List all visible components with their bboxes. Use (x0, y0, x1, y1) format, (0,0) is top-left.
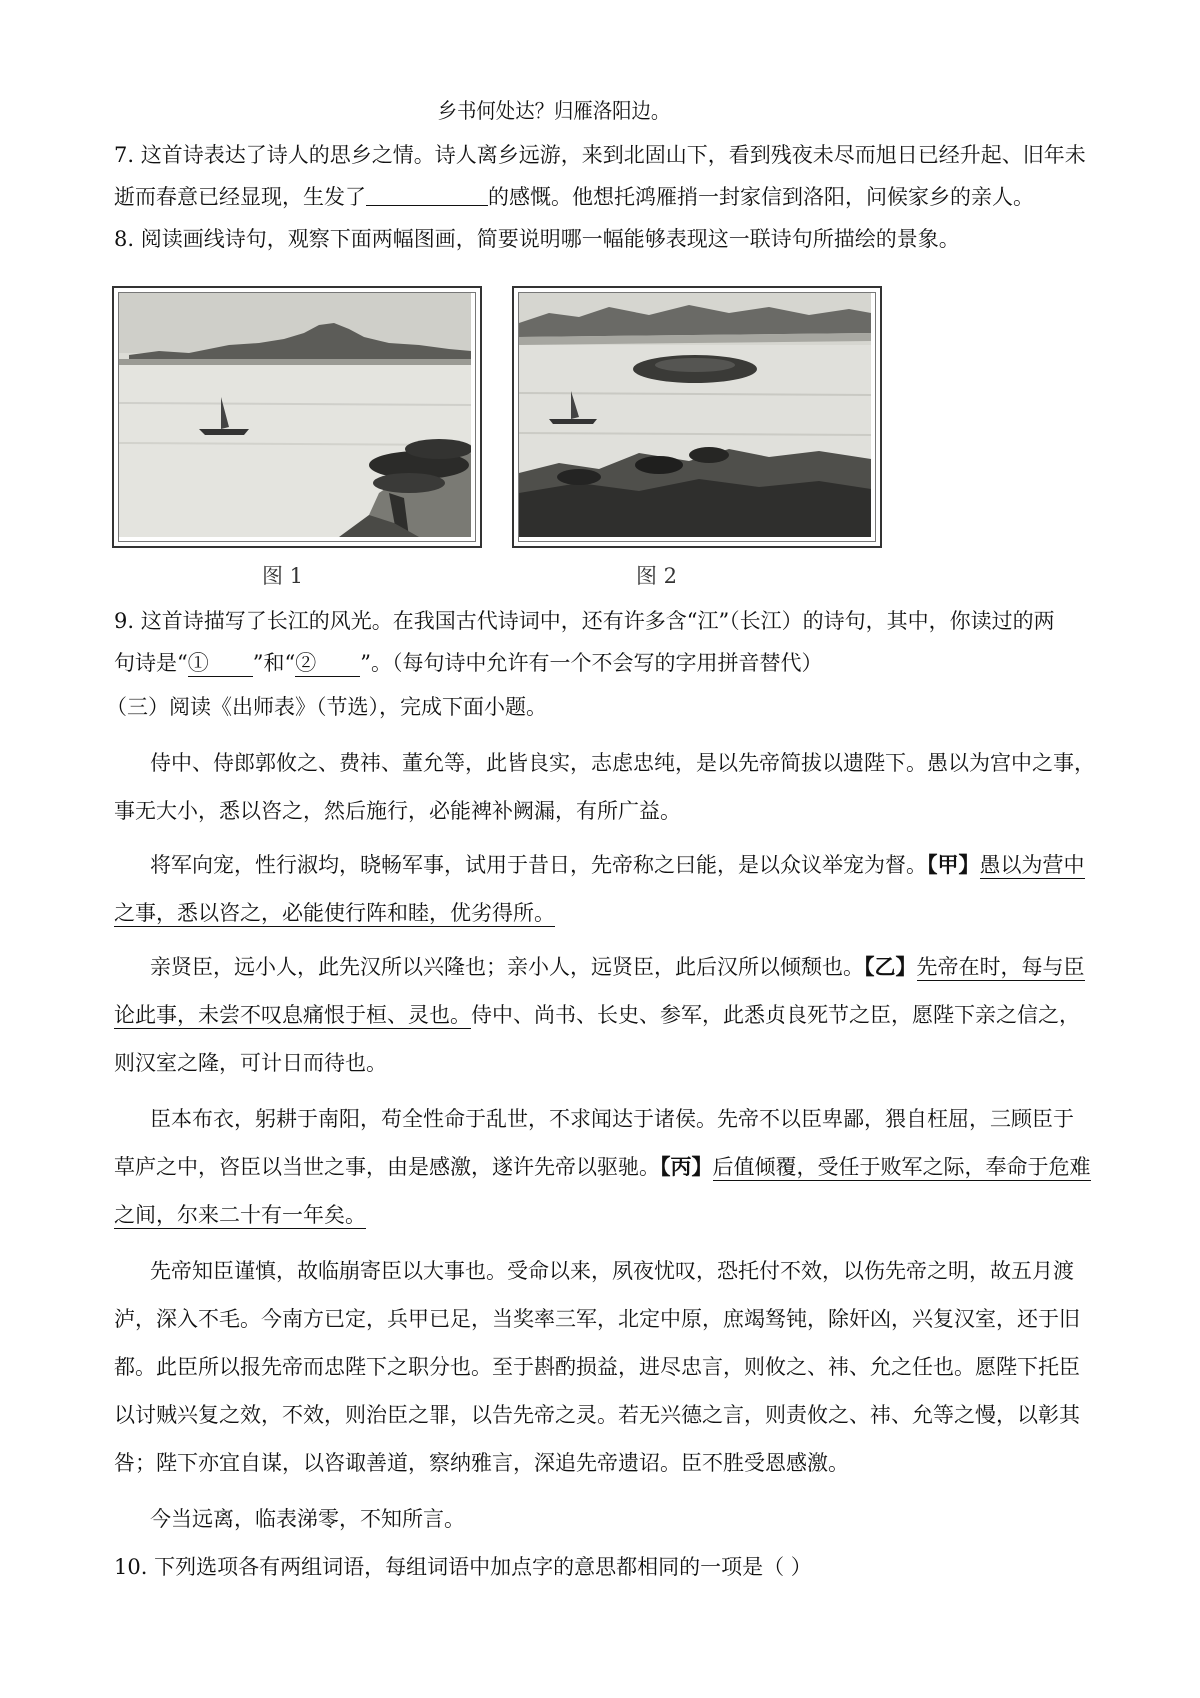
q9-circle-2: ② (295, 651, 317, 675)
poem-last-line: 乡书何处达？归雁洛阳边。 (437, 99, 671, 123)
passage-p1-line-2: 事无大小，悉以咨之，然后施行，必能裨补阙漏，有所广益。 (114, 799, 681, 823)
q9-text-a: 句诗是“ (114, 651, 188, 675)
figure-2-painting (519, 293, 871, 537)
passage-p2-underlined-2: 之事，悉以咨之，必能使行阵和睦，优劣得所。 (114, 901, 555, 925)
passage-p2-text: 将军向宠，性行淑均，晓畅军事，试用于昔日，先帝称之曰能，是以众议举宠为督。 (150, 853, 927, 877)
passage-p3-underlined-1: 先帝在时，每与臣 (916, 955, 1085, 979)
q7-text-b: 的感慨。他想托鸿雁捎一封家信到洛阳，问候家乡的亲人。 (488, 185, 1034, 209)
figure-1-painting (119, 293, 471, 537)
passage-p4-text: 草庐之中，咨臣以当世之事，由是感激，遂许先帝以驱驰。 (114, 1155, 660, 1179)
passage-p5-line-4: 以讨贼兴复之效，不效，则治臣之罪，以告先帝之灵。若无兴德之言，则责攸之、祎、允等之慢，以彰其 (114, 1403, 1080, 1427)
q10-line-1: 10. 下列选项各有两组词语，每组词语中加点字的意思都相同的一项是（ ） (114, 1555, 812, 1579)
passage-p3-underlined-2: 论此事，未尝不叹息痛恨于桓、灵也。 (114, 1003, 471, 1027)
q7-line-2 (114, 182, 1034, 212)
figure-2-caption: 图 2 (636, 564, 678, 588)
passage-mark-bing: 【丙】 (660, 1154, 713, 1179)
passage-p2-line-1 (150, 850, 1085, 880)
passage-p5-line-3: 都。此臣所以报先帝而忠陛下之职分也。至于斟酌损益，进尽忠言，则攸之、祎、允之任也。愿陛下托臣 (114, 1355, 1080, 1379)
passage-p4-line-1: 臣本布衣，躬耕于南阳，苟全性命于乱世，不求闻达于诸侯。先帝不以臣卑鄙，猥自枉屈，三顾臣于 (150, 1107, 1074, 1131)
passage-p6: 今当远离，临表涕零，不知所言。 (150, 1507, 465, 1531)
passage-p3-text: 亲贤臣，远小人，此先汉所以兴隆也；亲小人，远贤臣，此后汉所以倾颓也。 (150, 955, 864, 979)
q9-circle-1: ① (187, 651, 209, 675)
passage-p4-underlined-1: 后值倾覆，受任于败军之际，奉命于危难 (712, 1155, 1091, 1179)
passage-p4-line-2 (114, 1152, 1091, 1182)
passage-p5-line-1: 先帝知臣谨慎，故临崩寄臣以大事也。受命以来，夙夜忧叹，恐托付不效，以伤先帝之明，故五月渡 (150, 1259, 1074, 1283)
passage-p5-line-5: 咎；陛下亦宜自谋，以咨诹善道，察纳雅言，深追先帝遗诏。臣不胜受恩感激。 (114, 1451, 849, 1475)
passage-mark-jia: 【甲】 (927, 852, 980, 877)
passage-p4-line-3 (114, 1200, 366, 1230)
section-3-heading: （三）阅读《出师表》（节选），完成下面小题。 (106, 695, 547, 719)
passage-p3-line-1 (150, 952, 1085, 982)
q7-text-a: 逝而春意已经显现，生发了 (114, 185, 366, 209)
q9-line-2 (114, 648, 822, 678)
q8-line-1: 8. 阅读画线诗句，观察下面两幅图画，简要说明哪一幅能够表现这一联诗句所描绘的景象。 (114, 227, 960, 251)
figure-1 (112, 286, 482, 548)
passage-p5-line-2: 泸，深入不毛。今南方已定，兵甲已足，当奖率三军，北定中原，庶竭驽钝，除奸凶，兴复汉室，还于旧 (114, 1307, 1080, 1331)
figure-1-caption: 图 1 (262, 564, 304, 588)
passage-p3-line-2 (114, 1000, 1080, 1030)
passage-p2-underlined-1: 愚以为营中 (979, 853, 1085, 877)
q7-line-1: 7. 这首诗表达了诗人的思乡之情。诗人离乡远游，来到北固山下，看到残夜未尽而旭日已经升起、旧年未 (114, 143, 1086, 167)
q9-text-c: ”。（每句诗中允许有一个不会写的字用拼音替代） (360, 651, 823, 675)
q9-answer-blank-2[interactable] (295, 651, 360, 677)
passage-p4-underlined-2: 之间，尔来二十有一年矣。 (114, 1203, 366, 1227)
passage-p3-text-2: 侍中、尚书、长史、参军，此悉贞良死节之臣，愿陛下亲之信之， (471, 1003, 1080, 1027)
passage-mark-yi: 【乙】 (864, 954, 917, 979)
q9-answer-blank-1[interactable] (188, 651, 253, 677)
figure-2 (512, 286, 882, 548)
passage-p1-line-1: 侍中、侍郎郭攸之、费祎、董允等，此皆良实，志虑忠纯，是以先帝简拔以遗陛下。愚以为宫中之事， (150, 751, 1095, 775)
passage-p3-line-3: 则汉室之隆，可计日而待也。 (114, 1051, 387, 1075)
q9-text-b: ”和“ (252, 651, 296, 675)
q7-answer-blank[interactable] (366, 183, 488, 206)
q9-line-1: 9. 这首诗描写了长江的风光。在我国古代诗词中，还有许多含“江”（长江）的诗句，其中，你读过的两 (114, 609, 1055, 633)
passage-p2-line-2 (114, 898, 555, 928)
